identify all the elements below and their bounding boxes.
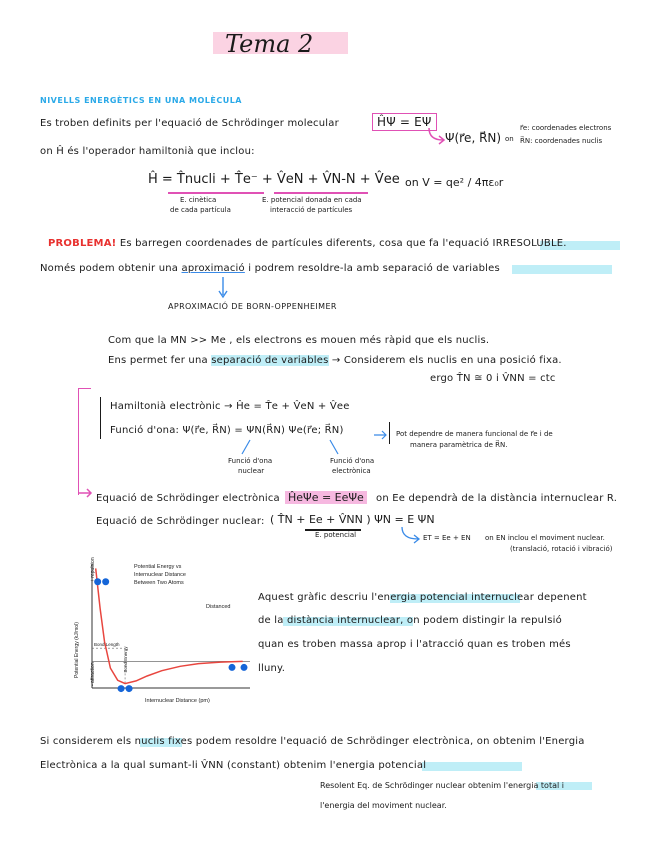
- nuclear-func-2: nuclear: [238, 467, 265, 475]
- potential-note-1: E. potencial donada en cada: [262, 196, 362, 204]
- problem-line-1: [48, 238, 567, 249]
- problem-label: PROBLEMA!: [48, 238, 117, 249]
- bo-line-2c: → Considerem els nuclis en una posició fixa.: [331, 355, 562, 366]
- page-title: Tema 2: [225, 30, 313, 58]
- kinetic-note-2: de cada partícula: [170, 206, 231, 214]
- intro-line-2: on Ĥ és l'operador hamiltonià que inclou:: [40, 146, 255, 157]
- total-energy-note: ET = Ee + EN: [423, 534, 471, 542]
- electronic-func-2: electrònica: [332, 467, 371, 475]
- potential-formula: on V = qe² / 4πε₀r: [405, 176, 504, 189]
- chart-title-line: Between Two Atoms: [134, 580, 184, 586]
- bracket-connector: [78, 388, 91, 495]
- electronic-func-1: Funció d'ona: [330, 457, 375, 465]
- bo-line-3: ergo T̂N ≅ 0 i V̂NN = ctc: [430, 373, 556, 384]
- electronic-equation: ĤeΨe = EeΨe: [285, 491, 367, 504]
- arrow-icon: [427, 128, 447, 146]
- arrow-right-icon: [400, 527, 422, 545]
- bracket-inner: [100, 397, 107, 439]
- distanced-label: Distanced: [206, 604, 231, 610]
- separation-highlight: [512, 265, 612, 274]
- rn-note: R⃗N: coordenades nuclis: [520, 137, 603, 145]
- atom-distant-2: [241, 664, 248, 671]
- hamiltonian-underline-kinetic: [168, 192, 264, 194]
- bond-length-label: Bond Length: [94, 642, 120, 648]
- arrow-right-icon: [374, 430, 388, 440]
- motion-types-note: (translació, rotació i vibració): [510, 545, 613, 553]
- bo-line-2: [108, 355, 562, 366]
- schrodinger-equation: ĤΨ = EΨ: [372, 113, 437, 131]
- closing-line-1: Si considerem els nuclis fixes podem resoldre l'equació de Schrödinger electrònica, on obtenim l'Energia: [40, 736, 585, 747]
- wavefunction-symbol: Ψ(r⃗e, R⃗N): [445, 131, 502, 145]
- arrow-right-icon: [78, 488, 94, 498]
- wave-note-2: manera paramètrica de R⃗N.: [410, 441, 508, 449]
- graph-description-3: quan es troben massa aprop i l'atracció quan es troben més: [258, 639, 571, 650]
- atom-bonded-1: [118, 685, 125, 692]
- electronic-hamiltonian: Hamiltonià electrònic → Ĥe = T̂e + V̂eN + V̂ee: [110, 401, 350, 412]
- problem-text: Es barregen coordenades de partícules diferents, cosa que fa l'equació IRRESOLUBLE.: [119, 238, 567, 249]
- attraction-label: - attraction: [90, 662, 96, 686]
- chart-title-line: Internuclear Distance: [134, 572, 186, 578]
- on-word: on: [505, 135, 514, 143]
- problem-text-a: Només podem obtenir una: [40, 263, 179, 274]
- potential-label: E. potencial: [315, 531, 357, 539]
- atom-bonded-2: [126, 685, 133, 692]
- potential-note-2: interacció de partícules: [270, 206, 353, 214]
- graph-description-4: lluny.: [258, 663, 286, 674]
- x-axis-label: Internuclear Distance (pm): [145, 698, 210, 704]
- down-arrow-icon: [218, 277, 228, 299]
- closing-line-2: Electrònica a la qual sumant-li V̂NN (constant) obtenim l'energia potencial: [40, 760, 427, 771]
- atom-repulsion-2: [102, 578, 109, 585]
- bo-line-1: Com que la MN >> Me , els electrons es mouen més ràpid que els nuclis.: [108, 335, 490, 346]
- problem-line-2: [40, 263, 500, 274]
- hamiltonian-underline-potential: [274, 192, 368, 194]
- section-heading: NIVELLS ENERGÈTICS EN UNA MOLÈCULA: [40, 96, 242, 105]
- repulsion-label: + repulsion: [90, 557, 96, 582]
- electronic-eq-note: on Ee dependrà de la distància internuclear R.: [376, 493, 618, 504]
- hamiltonian-equation: Ĥ = T̂nucli + T̂e⁻ + V̂eN + V̂N-N + V̂ee: [148, 172, 400, 187]
- atom-distant-1: [229, 664, 236, 671]
- nuclear-eq-label: Equació de Schrödinger nuclear:: [96, 516, 265, 527]
- graph-description-1: Aquest gràfic descriu l'energia potencial internuclear depenent: [258, 592, 587, 603]
- y-axis-label: Potential Energy (kJ/mol): [74, 622, 80, 678]
- closing-line-3: Resolent Eq. de Schrödinger nuclear obtenim l'energia total i: [320, 781, 564, 790]
- chart-title-line: Potential Energy vs: [134, 564, 182, 570]
- pointer-arrows-icon: [230, 438, 370, 456]
- nuclear-equation: ( T̂N + Ee + V̂NN ) ΨN = E ΨN: [270, 513, 435, 526]
- approximation-term: aproximació: [181, 263, 245, 274]
- potential-energy-chart: [70, 556, 260, 706]
- bo-line-2a: Ens permet fer una: [108, 355, 208, 366]
- wave-note-1: Pot dependre de manera funcional de r⃗e i de: [396, 430, 553, 438]
- separation-of-variables: separació de variables: [211, 355, 329, 366]
- kinetic-note-1: E. cinètica: [180, 196, 217, 204]
- born-oppenheimer-heading: APROXIMACIÓ DE BORN-OPPENHEIMER: [168, 302, 337, 311]
- problem-text-b: i podrem resoldre-la amb separació de variables: [248, 263, 500, 274]
- nuclear-motion-note: on EN inclou el moviment nuclear.: [485, 534, 605, 542]
- closing-line-4: l'energia del moviment nuclear.: [320, 801, 447, 810]
- electronic-eq-label: Equació de Schrödinger electrònica: [96, 493, 280, 504]
- bond-energy-label: Bond Energy: [123, 646, 129, 673]
- intro-line-1: Es troben definits per l'equació de Schrödinger molecular: [40, 118, 339, 129]
- graph-description-2: de la distància internuclear, on podem distingir la repulsió: [258, 615, 562, 626]
- wave-function: Funció d'ona: Ψ(r⃗e, R⃗N) = ΨN(R⃗N) Ψe(r⃗e; R⃗N): [110, 425, 344, 436]
- nuclear-func-1: Funció d'ona: [228, 457, 273, 465]
- re-note: r⃗e: coordenades electrons: [520, 124, 612, 132]
- closing-highlight-2: [422, 762, 522, 771]
